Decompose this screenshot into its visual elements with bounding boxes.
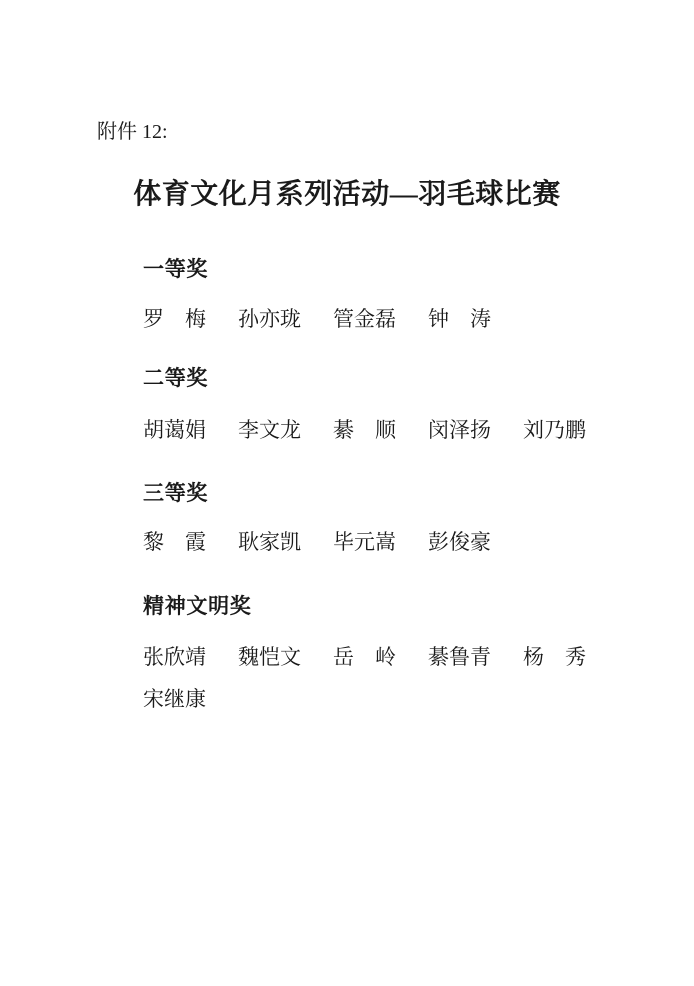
winner-names-row <box>143 529 491 555</box>
winner-names-row <box>143 644 586 670</box>
person-name: 罗 梅 <box>143 307 206 331</box>
person-name: 刘乃鹏 <box>523 418 586 442</box>
person-name: 张欣靖 <box>143 645 206 669</box>
attachment-label: 附件 12: <box>97 121 168 143</box>
person-name: 宋继康 <box>143 687 206 711</box>
person-name: 魏恺文 <box>238 645 301 669</box>
section-heading-spiritual-civilization-award: 精神文明奖 <box>143 595 252 618</box>
person-name: 耿家凯 <box>238 530 301 554</box>
person-name: 杨 秀 <box>523 645 586 669</box>
person-name: 胡蔼娟 <box>143 418 206 442</box>
winner-names-row <box>143 417 586 443</box>
person-name: 钟 涛 <box>428 307 491 331</box>
section-heading-first-prize: 一等奖 <box>143 258 209 281</box>
winner-names-row <box>143 686 206 712</box>
person-name: 闵泽扬 <box>428 418 491 442</box>
person-name: 綦鲁青 <box>428 645 491 669</box>
section-heading-third-prize: 三等奖 <box>143 482 209 505</box>
person-name: 岳 岭 <box>333 645 396 669</box>
person-name: 毕元嵩 <box>333 530 396 554</box>
person-name: 李文龙 <box>238 418 301 442</box>
person-name: 管金磊 <box>333 307 396 331</box>
person-name: 綦 顺 <box>333 418 396 442</box>
person-name: 彭俊豪 <box>428 530 491 554</box>
person-name: 黎 霞 <box>143 530 206 554</box>
winner-names-row <box>143 306 491 332</box>
document-title: 体育文化月系列活动—羽毛球比赛 <box>133 179 561 210</box>
person-name: 孙亦珑 <box>238 307 301 331</box>
section-heading-second-prize: 二等奖 <box>143 367 209 390</box>
